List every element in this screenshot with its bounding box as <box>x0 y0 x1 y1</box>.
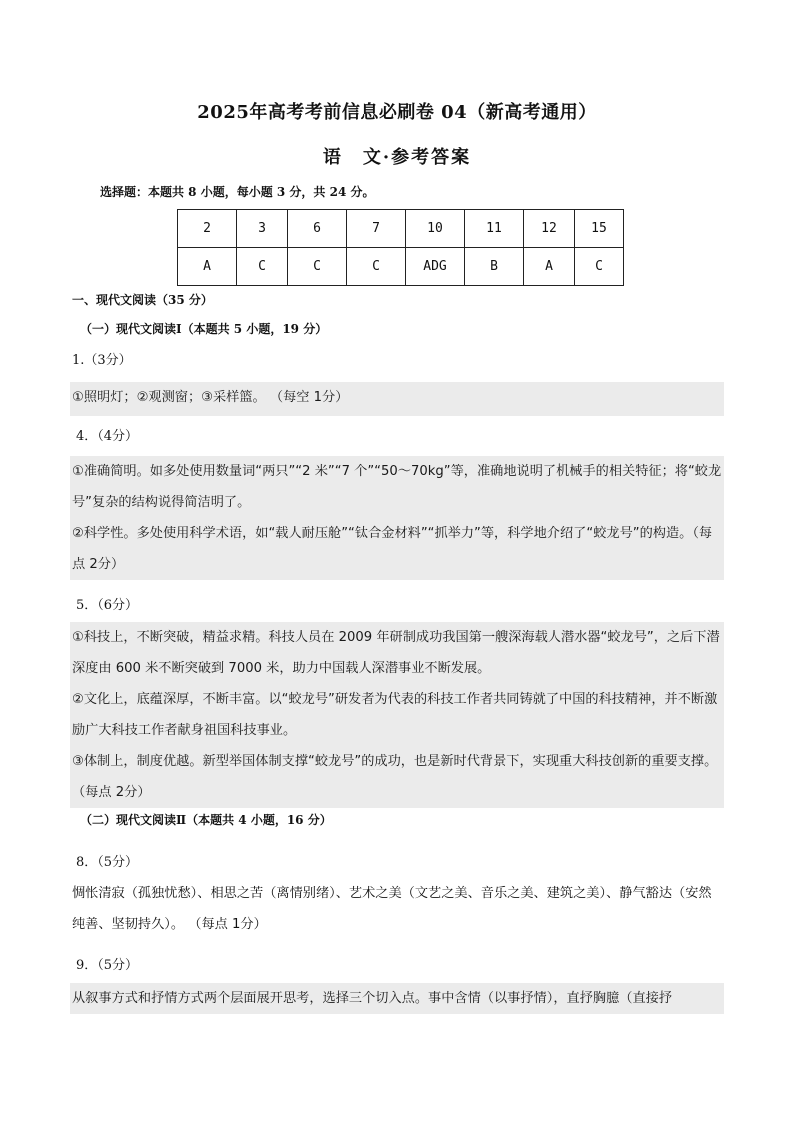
answer-cell: C <box>288 248 347 286</box>
mcq-heading: 选择题：本题共 8 小题，每小题 3 分，共 24 分。 <box>100 185 375 199</box>
answer-block-8 <box>70 878 724 940</box>
answer-block-5 <box>70 622 724 808</box>
question-number-cell: 12 <box>524 210 575 248</box>
answer-cell: A <box>524 248 575 286</box>
question-label-1: 1.（3分） <box>72 353 132 368</box>
answer-line: 惆怅清寂（孤独忧愁）、相思之苦（离情别绪）、艺术之美（文艺之美、音乐之美、建筑之美）、静气豁达（安然纯善、坚韧持久）。 （每点 1分） <box>72 886 712 932</box>
question-number-cell: 11 <box>465 210 524 248</box>
subsection-heading-2: （二）现代文阅读Ⅱ（本题共 4 小题，16 分） <box>80 813 332 827</box>
answer-line: ③体制上，制度优越。新型举国体制支撑“蛟龙号”的成功，也是新时代背景下，实现重大科技创新的重要支撑。（每点 2分） <box>72 754 718 800</box>
answer-line: 从叙事方式和抒情方式两个层面展开思考，选择三个切入点。事中含情（以事抒情），直抒胸臆（直接抒 <box>72 991 673 1006</box>
answer-block-9 <box>70 983 724 1014</box>
page-subtitle: 语 文·参考答案 <box>322 147 472 168</box>
question-number-cell: 6 <box>288 210 347 248</box>
question-number-cell: 3 <box>237 210 288 248</box>
answer-cell: C <box>237 248 288 286</box>
answer-line: ②文化上，底蕴深厚，不断丰富。以“蛟龙号”研发者为代表的科技工作者共同铸就了中国的科技精神，并不断激励广大科技工作者献身祖国科技事业。 <box>72 692 718 738</box>
section-heading: 一、现代文阅读（35 分） <box>72 293 213 307</box>
answer-cell: A <box>178 248 237 286</box>
answer-cell: B <box>465 248 524 286</box>
answer-table-answer-row <box>178 248 624 286</box>
answer-cell: C <box>347 248 406 286</box>
question-number-cell: 10 <box>406 210 465 248</box>
answer-line: ①科技上，不断突破，精益求精。科技人员在 2009 年研制成功我国第一艘深海载人潜水器“蛟龙号”，之后下潜深度由 600 米不断突破到 7000 米，助力中国载人深潜事业不断发展。 <box>72 630 720 676</box>
question-label-4: 4．（4分） <box>76 429 139 444</box>
question-number-cell: 15 <box>575 210 624 248</box>
answer-line: ①照明灯；②观测窗；③采样篮。 （每空 1分） <box>72 390 349 405</box>
question-label-9: 9．（5分） <box>76 958 139 973</box>
page-title: 2025年高考考前信息必刷卷 04（新高考通用） <box>197 102 597 123</box>
question-label-5: 5．（6分） <box>76 598 139 613</box>
question-number-cell: 7 <box>347 210 406 248</box>
answer-line: ①准确简明。如多处使用数量词“两只”“2 米”“7 个”“50～70kg”等，准确地说明了机械手的相关特征；将“蛟龙号”复杂的结构说得简洁明了。 <box>72 464 722 510</box>
answer-cell: ADG <box>406 248 465 286</box>
answer-line: ②科学性。多处使用科学术语，如“载人耐压舱”“钛合金材料”“抓举力”等，科学地介绍了“蛟龙号”的构造。（每点 2分） <box>72 526 713 572</box>
question-label-8: 8．（5分） <box>76 855 139 870</box>
answer-block-1 <box>70 382 724 416</box>
subsection-heading-1: （一）现代文阅读Ⅰ（本题共 5 小题，19 分） <box>80 322 328 336</box>
answer-block-4 <box>70 456 724 580</box>
answer-cell: C <box>575 248 624 286</box>
answer-table-number-row <box>178 210 624 248</box>
answer-table <box>177 209 624 286</box>
question-number-cell: 2 <box>178 210 237 248</box>
